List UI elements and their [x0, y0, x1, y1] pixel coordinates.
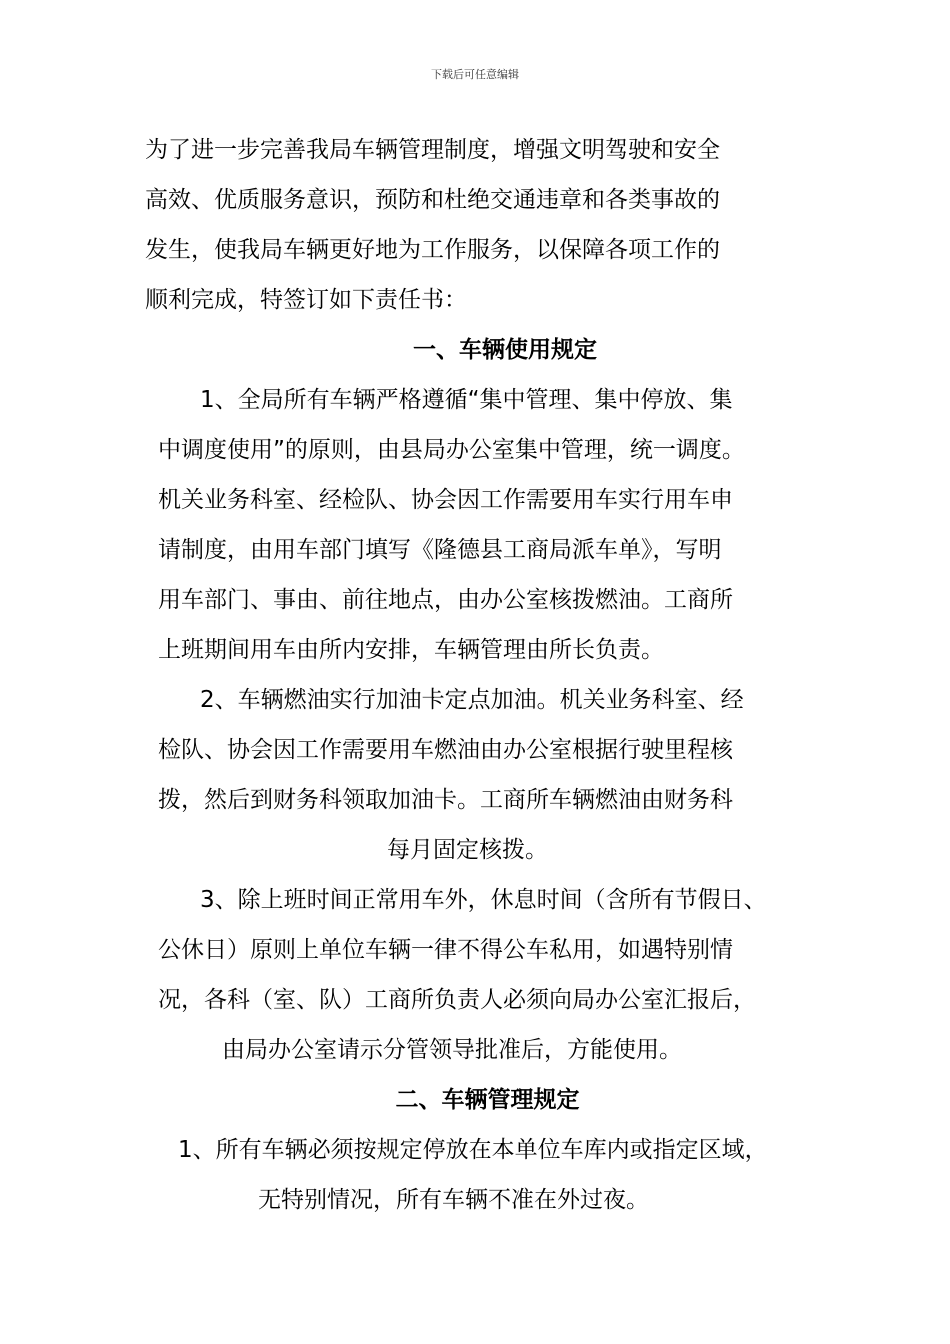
- s1-item1-line-6: 上班期间用车由所内安排，车辆管理由所长负责。: [158, 637, 664, 663]
- s1-item2-line-4: 每月固定核拨。: [387, 837, 548, 863]
- s1-item3-line-4: 由局办公室请示分管领导批准后，方能使用。: [222, 1037, 682, 1063]
- s1-item3-line-1: 3、除上班时间正常用车外，休息时间（含所有节假日、: [200, 887, 767, 913]
- s1-item1-line-4: 请制度，由用车部门填写《隆德县工商局派车单》，写明: [158, 537, 722, 563]
- s1-item1-line-1: 1、全局所有车辆严格遵循“集中管理、集中停放、集: [200, 387, 733, 413]
- s1-item2-line-2: 检队、协会因工作需要用车燃油由办公室根据行驶里程核: [158, 737, 733, 763]
- section1-title: 一、车辆使用规定: [413, 337, 597, 363]
- s1-item1-line-2: 中调度使用”的原则，由县局办公室集中管理，统一调度。: [158, 437, 745, 463]
- page-header-note: 下载后可任意编辑: [431, 68, 519, 81]
- intro-line-3: 发生，使我局车辆更好地为工作服务，以保障各项工作的: [145, 237, 720, 263]
- s1-item3-line-3: 况，各科（室、队）工商所负责人必须向局办公室汇报后，: [158, 987, 756, 1013]
- s1-item2-line-1: 2、车辆燃油实行加油卡定点加油。机关业务科室、经: [200, 687, 744, 713]
- section2-title: 二、车辆管理规定: [395, 1087, 580, 1113]
- s1-item2-line-3: 拨，然后到财务科领取加油卡。工商所车辆燃油由财务科: [158, 787, 733, 813]
- intro-line-4: 顺利完成，特签订如下责任书：: [145, 287, 467, 313]
- intro-line-2: 高效、优质服务意识，预防和杜绝交通违章和各类事故的: [145, 187, 720, 213]
- s1-item1-line-5: 用车部门、事由、前往地点，由办公室核拨燃油。工商所: [158, 587, 733, 613]
- s2-item1-line-2: 无特别情况，所有车辆不准在外过夜。: [258, 1187, 649, 1213]
- s1-item1-line-3: 机关业务科室、经检队、协会因工作需要用车实行用车申: [158, 487, 733, 513]
- intro-line-1: 为了进一步完善我局车辆管理制度，增强文明驾驶和安全: [145, 137, 720, 163]
- s1-item3-line-2: 公休日）原则上单位车辆一律不得公车私用，如遇特别情: [158, 937, 733, 963]
- s2-item1-line-1: 1、所有车辆必须按规定停放在本单位车库内或指定区域，: [178, 1137, 768, 1163]
